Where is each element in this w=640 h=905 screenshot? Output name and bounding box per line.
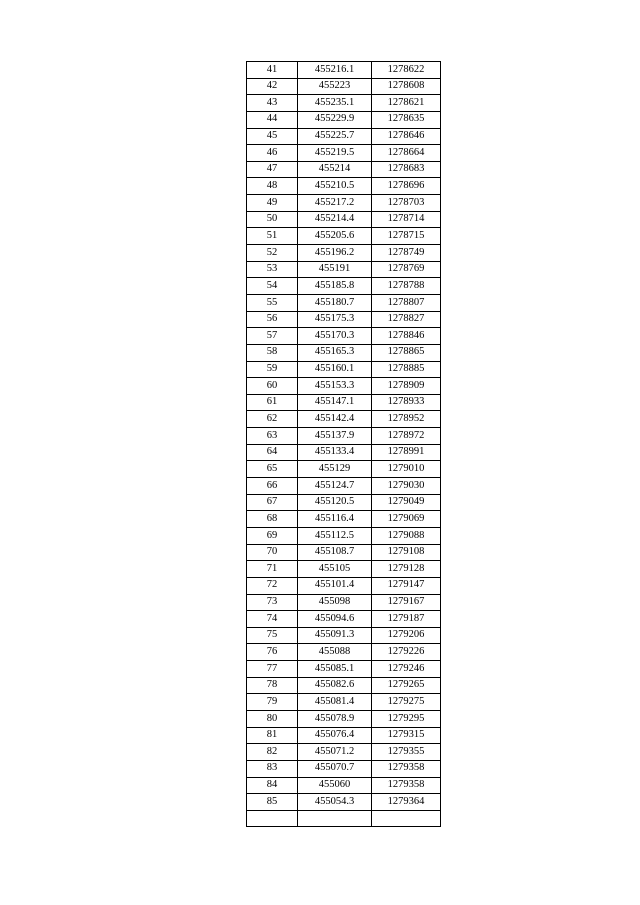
table-row (247, 228, 441, 245)
x-coordinate-cell: 455054.3 (298, 794, 372, 811)
point-number-cell: 53 (247, 261, 298, 278)
x-coordinate-cell: 455098 (298, 594, 372, 611)
y-coordinate-cell: 1278933 (372, 394, 441, 411)
point-number-cell: 47 (247, 161, 298, 178)
x-coordinate-cell: 455165.3 (298, 344, 372, 361)
y-coordinate-cell: 1278635 (372, 111, 441, 128)
y-coordinate-cell: 1279167 (372, 594, 441, 611)
x-coordinate-cell: 455101.4 (298, 577, 372, 594)
y-coordinate-cell: 1279187 (372, 611, 441, 628)
point-number-cell: 48 (247, 178, 298, 195)
x-coordinate-cell: 455116.4 (298, 511, 372, 528)
point-number-cell: 66 (247, 478, 298, 495)
table-row (247, 62, 441, 79)
y-coordinate-cell: 1278909 (372, 378, 441, 395)
y-coordinate-cell: 1278664 (372, 145, 441, 162)
point-number-cell: 50 (247, 211, 298, 228)
x-coordinate-cell: 455180.7 (298, 294, 372, 311)
point-number-cell: 82 (247, 744, 298, 761)
point-number-cell: 81 (247, 727, 298, 744)
x-coordinate-cell: 455082.6 (298, 677, 372, 694)
x-coordinate-cell: 455112.5 (298, 527, 372, 544)
x-coordinate-cell: 455137.9 (298, 428, 372, 445)
x-coordinate-cell: 455160.1 (298, 361, 372, 378)
y-coordinate-cell: 1278952 (372, 411, 441, 428)
x-coordinate-cell: 455108.7 (298, 544, 372, 561)
x-coordinate-cell: 455147.1 (298, 394, 372, 411)
table-row (247, 611, 441, 628)
y-coordinate-cell: 1279226 (372, 644, 441, 661)
table-row (247, 478, 441, 495)
x-coordinate-cell: 455214 (298, 161, 372, 178)
y-coordinate-cell: 1279088 (372, 527, 441, 544)
table-row (247, 378, 441, 395)
x-coordinate-cell: 455070.7 (298, 760, 372, 777)
table-row (247, 294, 441, 311)
y-coordinate-cell: 1278769 (372, 261, 441, 278)
x-coordinate-cell: 455081.4 (298, 694, 372, 711)
x-coordinate-cell: 455105 (298, 561, 372, 578)
table-row (247, 328, 441, 345)
point-number-cell: 70 (247, 544, 298, 561)
y-coordinate-cell: 1279030 (372, 478, 441, 495)
table-row (247, 78, 441, 95)
y-coordinate-cell: 1278683 (372, 161, 441, 178)
y-coordinate-cell: 1278972 (372, 428, 441, 445)
y-coordinate-cell: 1279147 (372, 577, 441, 594)
x-coordinate-cell: 455094.6 (298, 611, 372, 628)
table-row (247, 245, 441, 262)
y-coordinate-cell: 1279108 (372, 544, 441, 561)
table-row (247, 760, 441, 777)
point-number-cell: 77 (247, 661, 298, 678)
x-coordinate-cell: 455076.4 (298, 727, 372, 744)
y-coordinate-cell: 1278807 (372, 294, 441, 311)
table-row (247, 710, 441, 727)
coordinate-table (246, 61, 441, 827)
y-coordinate-cell: 1278749 (372, 245, 441, 262)
y-coordinate-cell: 1279128 (372, 561, 441, 578)
point-number-cell: 52 (247, 245, 298, 262)
table-row (247, 461, 441, 478)
point-number-cell (247, 810, 298, 827)
x-coordinate-cell: 455219.5 (298, 145, 372, 162)
point-number-cell: 79 (247, 694, 298, 711)
table-row (247, 744, 441, 761)
point-number-cell: 60 (247, 378, 298, 395)
x-coordinate-cell: 455185.8 (298, 278, 372, 295)
point-number-cell: 65 (247, 461, 298, 478)
x-coordinate-cell: 455175.3 (298, 311, 372, 328)
y-coordinate-cell: 1278827 (372, 311, 441, 328)
point-number-cell: 55 (247, 294, 298, 311)
table-row (247, 411, 441, 428)
x-coordinate-cell: 455216.1 (298, 62, 372, 79)
y-coordinate-cell: 1279295 (372, 710, 441, 727)
x-coordinate-cell: 455191 (298, 261, 372, 278)
point-number-cell: 78 (247, 677, 298, 694)
x-coordinate-cell: 455214.4 (298, 211, 372, 228)
y-coordinate-cell: 1279049 (372, 494, 441, 511)
point-number-cell: 46 (247, 145, 298, 162)
point-number-cell: 85 (247, 794, 298, 811)
point-number-cell: 41 (247, 62, 298, 79)
x-coordinate-cell: 455133.4 (298, 444, 372, 461)
y-coordinate-cell: 1279364 (372, 794, 441, 811)
table-row (247, 527, 441, 544)
point-number-cell: 62 (247, 411, 298, 428)
table-row (247, 128, 441, 145)
table-row (247, 644, 441, 661)
table-row (247, 428, 441, 445)
point-number-cell: 71 (247, 561, 298, 578)
point-number-cell: 69 (247, 527, 298, 544)
table-row (247, 661, 441, 678)
y-coordinate-cell: 1278788 (372, 278, 441, 295)
point-number-cell: 54 (247, 278, 298, 295)
table-row (247, 511, 441, 528)
point-number-cell: 42 (247, 78, 298, 95)
x-coordinate-cell: 455091.3 (298, 627, 372, 644)
y-coordinate-cell: 1278714 (372, 211, 441, 228)
y-coordinate-cell: 1278991 (372, 444, 441, 461)
table-row (247, 178, 441, 195)
point-number-cell: 45 (247, 128, 298, 145)
x-coordinate-cell: 455170.3 (298, 328, 372, 345)
y-coordinate-cell: 1279315 (372, 727, 441, 744)
x-coordinate-cell: 455088 (298, 644, 372, 661)
coordinate-table-body (247, 62, 441, 827)
table-row (247, 677, 441, 694)
table-row (247, 111, 441, 128)
table-row (247, 727, 441, 744)
x-coordinate-cell: 455060 (298, 777, 372, 794)
point-number-cell: 56 (247, 311, 298, 328)
y-coordinate-cell: 1278885 (372, 361, 441, 378)
y-coordinate-cell: 1278646 (372, 128, 441, 145)
y-coordinate-cell: 1279358 (372, 760, 441, 777)
table-row (247, 444, 441, 461)
x-coordinate-cell: 455153.3 (298, 378, 372, 395)
x-coordinate-cell: 455217.2 (298, 195, 372, 212)
x-coordinate-cell (298, 810, 372, 827)
table-row (247, 494, 441, 511)
y-coordinate-cell: 1278621 (372, 95, 441, 112)
table-row (247, 361, 441, 378)
table-row (247, 394, 441, 411)
table-row (247, 344, 441, 361)
y-coordinate-cell: 1279010 (372, 461, 441, 478)
x-coordinate-cell: 455129 (298, 461, 372, 478)
table-row (247, 278, 441, 295)
x-coordinate-cell: 455124.7 (298, 478, 372, 495)
point-number-cell: 43 (247, 95, 298, 112)
x-coordinate-cell: 455078.9 (298, 710, 372, 727)
point-number-cell: 67 (247, 494, 298, 511)
point-number-cell: 51 (247, 228, 298, 245)
x-coordinate-cell: 455225.7 (298, 128, 372, 145)
y-coordinate-cell: 1279355 (372, 744, 441, 761)
point-number-cell: 57 (247, 328, 298, 345)
table-row (247, 794, 441, 811)
y-coordinate-cell (372, 810, 441, 827)
y-coordinate-cell: 1278846 (372, 328, 441, 345)
y-coordinate-cell: 1279069 (372, 511, 441, 528)
point-number-cell: 83 (247, 760, 298, 777)
x-coordinate-cell: 455235.1 (298, 95, 372, 112)
point-number-cell: 80 (247, 710, 298, 727)
point-number-cell: 59 (247, 361, 298, 378)
y-coordinate-cell: 1278715 (372, 228, 441, 245)
y-coordinate-cell: 1278703 (372, 195, 441, 212)
point-number-cell: 61 (247, 394, 298, 411)
x-coordinate-cell: 455210.5 (298, 178, 372, 195)
x-coordinate-cell: 455205.6 (298, 228, 372, 245)
table-row (247, 145, 441, 162)
x-coordinate-cell: 455223 (298, 78, 372, 95)
table-row (247, 261, 441, 278)
y-coordinate-cell: 1278608 (372, 78, 441, 95)
table-row (247, 594, 441, 611)
y-coordinate-cell: 1278696 (372, 178, 441, 195)
point-number-cell: 63 (247, 428, 298, 445)
point-number-cell: 76 (247, 644, 298, 661)
point-number-cell: 49 (247, 195, 298, 212)
y-coordinate-cell: 1278622 (372, 62, 441, 79)
table-row (247, 311, 441, 328)
y-coordinate-cell: 1279265 (372, 677, 441, 694)
table-row (247, 161, 441, 178)
point-number-cell: 64 (247, 444, 298, 461)
point-number-cell: 73 (247, 594, 298, 611)
point-number-cell: 72 (247, 577, 298, 594)
point-number-cell: 58 (247, 344, 298, 361)
table-row (247, 544, 441, 561)
y-coordinate-cell: 1278865 (372, 344, 441, 361)
y-coordinate-cell: 1279246 (372, 661, 441, 678)
table-row (247, 627, 441, 644)
x-coordinate-cell: 455142.4 (298, 411, 372, 428)
x-coordinate-cell: 455071.2 (298, 744, 372, 761)
table-row (247, 810, 441, 827)
table-row (247, 577, 441, 594)
x-coordinate-cell: 455196.2 (298, 245, 372, 262)
y-coordinate-cell: 1279358 (372, 777, 441, 794)
y-coordinate-cell: 1279275 (372, 694, 441, 711)
point-number-cell: 68 (247, 511, 298, 528)
table-row (247, 694, 441, 711)
table-row (247, 195, 441, 212)
x-coordinate-cell: 455229.9 (298, 111, 372, 128)
point-number-cell: 75 (247, 627, 298, 644)
table-row (247, 211, 441, 228)
table-row (247, 561, 441, 578)
point-number-cell: 74 (247, 611, 298, 628)
point-number-cell: 84 (247, 777, 298, 794)
table-row (247, 95, 441, 112)
table-row (247, 777, 441, 794)
x-coordinate-cell: 455120.5 (298, 494, 372, 511)
point-number-cell: 44 (247, 111, 298, 128)
x-coordinate-cell: 455085.1 (298, 661, 372, 678)
y-coordinate-cell: 1279206 (372, 627, 441, 644)
